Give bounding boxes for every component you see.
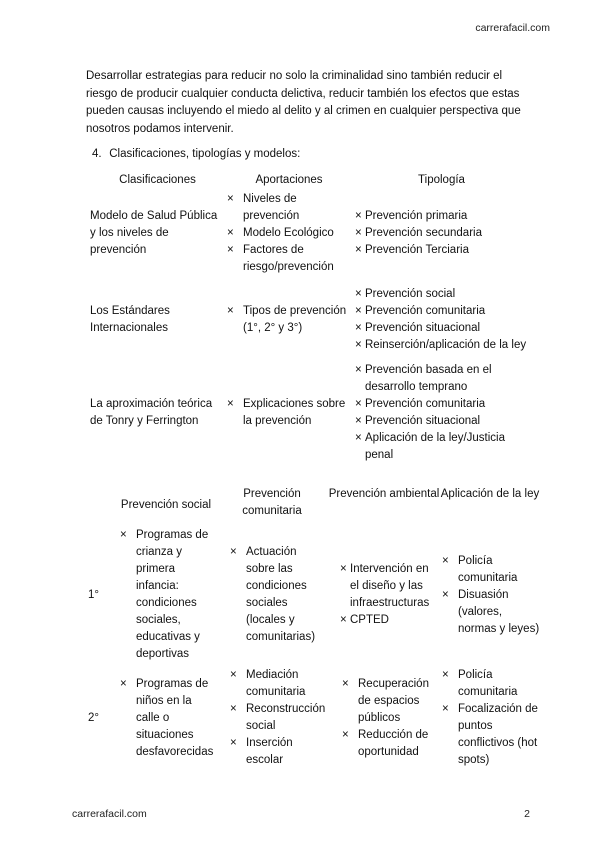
table-header-row [90,170,530,190]
law-cell [440,524,540,666]
intro-paragraph: Desarrollar estrategias para reducir no solo la criminalidad sino también reducir el riesgo de producir cualquier conducta delictiva, reducir también los efectos que estas pueden causas incluyendo el miedo al delito y al crimen en cualquier perspectiva que nosotros podamos intervenir. [86,70,521,135]
typology-cell [353,190,530,277]
list-item: × Programas de niños en la calle o situaciones desfavorecidas [118,676,216,761]
list-item: × Reconstrucción social [228,701,328,735]
list-item: × Niveles de prevención [225,191,353,225]
list-item: × Reducción de oportunidad [340,727,440,761]
table-row [90,277,530,362]
list-item: × Focalización de puntos conflictivos (hot spots) [440,701,540,769]
list-item: × Factores de riesgo/prevención [225,242,353,276]
classification-cell: Modelo de Salud Pública y los niveles de prevención [90,210,218,256]
prevention-levels-table [88,486,540,770]
col-header-community: Prevención comunitaria [242,488,302,517]
list-item: × Prevención social [355,286,530,303]
environmental-cell [328,524,440,666]
list-item: × Prevención basada en el desarrollo temprano [355,362,530,396]
contributions-cell [225,277,353,362]
list-item: × CPTED [340,612,440,629]
table-row [90,190,530,277]
contributions-cell [225,362,353,464]
list-item: × Tipos de prevención (1°, 2° y 3°) [225,303,353,337]
list-item: × Prevención secundaria [355,225,530,242]
list-item: × Prevención situacional [355,320,530,337]
environmental-cell [328,666,440,770]
table-row [90,362,530,464]
list-item: × Prevención situacional [355,413,530,430]
contributions-cell [225,190,353,277]
typology-cell [353,362,530,464]
col-header-classifications: Clasificaciones [119,173,196,186]
list-item: × Prevención comunitaria [355,303,530,320]
page-number: 2 [524,808,530,820]
list-item: × Reinserción/aplicación de la ley [355,337,530,354]
list-item: × Aplicación de la ley/Justicia penal [355,430,530,464]
section-heading [92,146,300,162]
col-header-social: Prevención social [120,498,212,511]
list-item: × Mediación comunitaria [228,667,328,701]
col-header-level [88,486,116,524]
classification-cell: Los Estándares Internacionales [90,304,170,334]
social-cell [116,524,216,666]
list-item: × Explicaciones sobre la prevención [225,396,353,430]
table-row [88,524,540,666]
col-header-contributions: Aportaciones [255,173,323,186]
typology-cell [353,277,530,362]
social-cell [116,666,216,770]
section-number: 4. [92,148,102,160]
list-item: × Actuación sobre las condiciones sociales (locales y comunitarias) [228,544,328,646]
classification-cell: La aproximación teórica de Tonry y Ferrington [90,398,213,427]
list-item: × Prevención primaria [355,208,530,225]
table-header-row [88,486,540,524]
col-header-typology: Tipología [418,173,465,186]
header-site-name: carrerafacil.com [475,22,550,34]
col-header-law: Aplicación de la ley [440,488,540,500]
footer-site-name: carrerafacil.com [72,808,147,820]
list-item: × Recuperación de espacios públicos [340,676,440,727]
community-cell [216,666,328,770]
list-item: × Prevención comunitaria [355,396,530,413]
list-item: × Disuasión (valores, normas y leyes) [440,587,540,638]
classification-table [90,170,530,464]
list-item: × Programas de crianza y primera infancia: condiciones sociales, educativas y deportivas [118,527,216,663]
list-item: × Policía comunitaria [440,553,540,587]
list-item: × Intervención en el diseño y las infraestructuras [340,561,440,612]
col-header-environmental: Prevención ambiental [328,488,440,500]
list-item: × Policía comunitaria [440,667,540,701]
level-cell: 2° [88,711,99,724]
community-cell [216,524,328,666]
section-title: Clasificaciones, tipologías y modelos: [109,148,301,160]
list-item: × Modelo Ecológico [225,225,353,242]
law-cell [440,666,540,770]
level-cell: 1° [88,588,99,601]
list-item: × Inserción escolar [228,735,328,769]
list-item: × Prevención Terciaria [355,242,530,259]
table-row [88,666,540,770]
